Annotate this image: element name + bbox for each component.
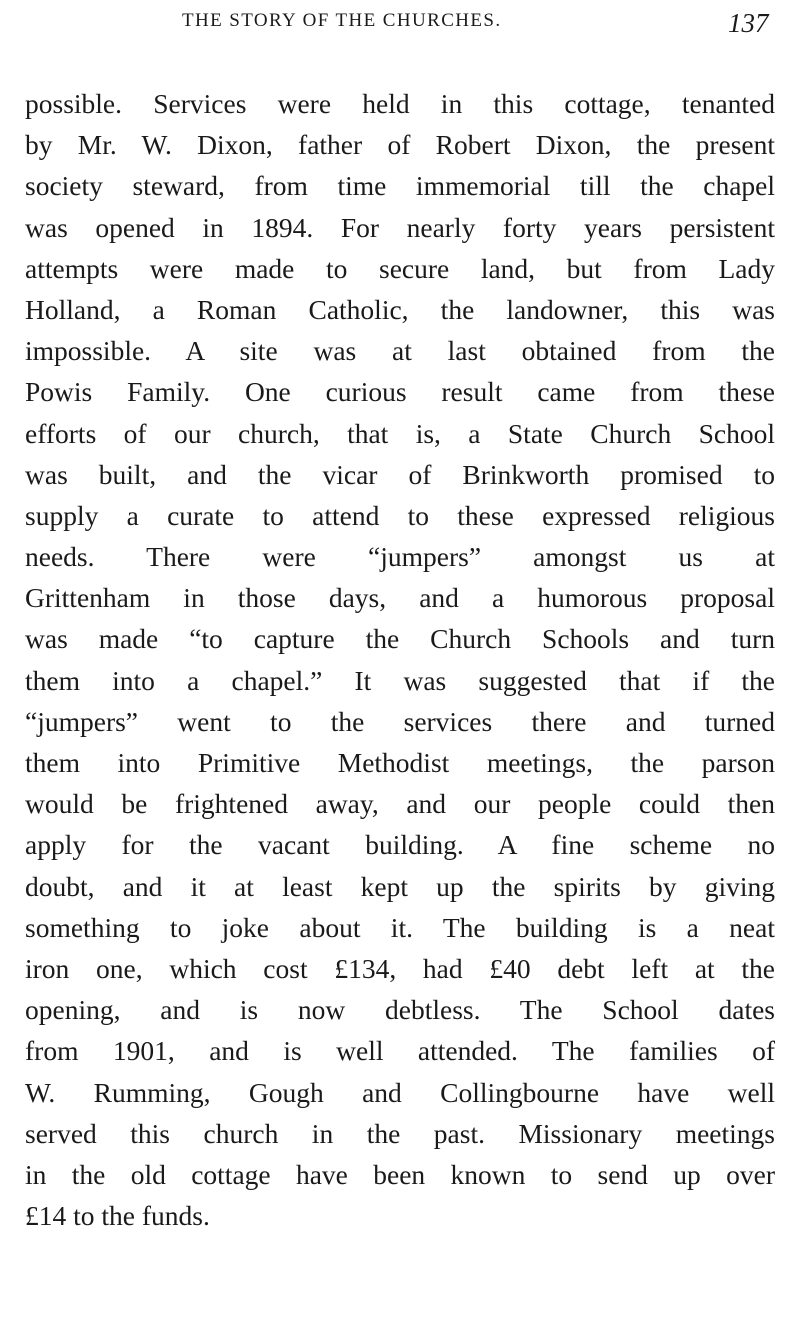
body-paragraph	[25, 83, 775, 1236]
text-line: was made “to capture the Church Schools and turn	[25, 623, 775, 655]
text-line: from 1901, and is well attended. The families of	[25, 1035, 775, 1067]
text-line: them into a chapel.” It was suggested that if the	[25, 664, 775, 696]
text-line: attempts were made to secure land, but from Lady	[25, 252, 775, 284]
text-line: opening, and is now debtless. The School dates	[25, 994, 775, 1026]
text-line: efforts of our church, that is, a State Church School	[25, 417, 775, 449]
text-line: society steward, from time immemorial till the chapel	[25, 170, 775, 202]
text-line: Powis Family. One curious result came from these	[25, 376, 775, 408]
text-line: was opened in 1894. For nearly forty years persistent	[25, 211, 775, 243]
page-number: 137	[728, 8, 769, 38]
text-line: served this church in the past. Missionary meetings	[25, 1117, 775, 1149]
text-line: would be frightened away, and our people could then	[25, 788, 775, 820]
text-line: in the old cottage have been known to send up over	[25, 1158, 775, 1190]
text-line: W. Rumming, Gough and Collingbourne have well	[25, 1076, 775, 1108]
text-line: iron one, which cost £134, had £40 debt left at the	[25, 952, 775, 984]
text-line: needs. There were “jumpers” amongst us at	[25, 541, 775, 573]
text-line: them into Primitive Methodist meetings, the parson	[25, 747, 775, 778]
text-line: Grittenham in those days, and a humorous proposal	[25, 582, 775, 614]
text-line: Holland, a Roman Catholic, the landowner, this was	[25, 293, 775, 325]
text-line: £14 to the funds.	[25, 1200, 210, 1232]
running-head	[0, 6, 800, 42]
text-line: “jumpers” went to the services there and turned	[25, 705, 775, 737]
text-line: apply for the vacant building. A fine scheme no	[25, 829, 775, 861]
text-line: supply a curate to attend to these expressed religious	[25, 499, 775, 531]
text-line: doubt, and it at least kept up the spirits by giving	[25, 870, 775, 902]
text-line: possible. Services were held in this cottage, tenanted	[25, 88, 775, 119]
text-line: something to joke about it. The building is a neat	[25, 911, 775, 943]
running-title: THE STORY OF THE CHURCHES.	[182, 10, 502, 31]
text-line: by Mr. W. Dixon, father of Robert Dixon, the present	[25, 129, 775, 161]
text-line: impossible. A site was at last obtained from the	[25, 335, 775, 367]
text-line: was built, and the vicar of Brinkworth promised to	[25, 458, 775, 490]
